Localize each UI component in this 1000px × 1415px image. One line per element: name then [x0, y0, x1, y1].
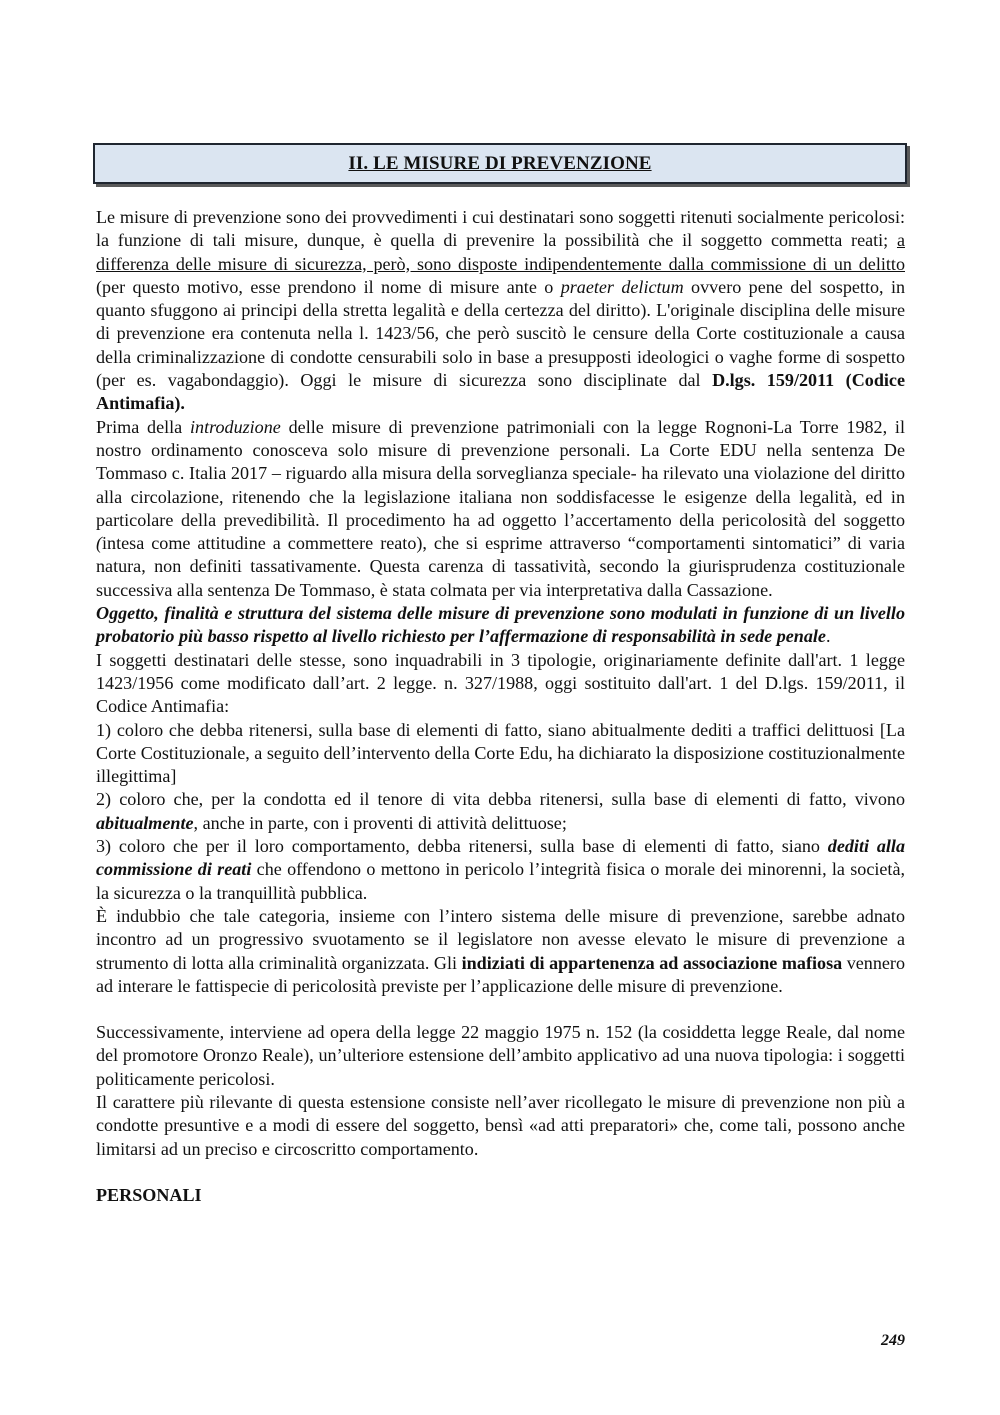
text-run: ovvero pene del sospetto, in quanto sfuggono ai principi della stretta legalità e della certezza del diritto). L'originale disciplina delle misure di prevenzione era contenuta nella l. 1423/56, che però suscitò le censure della Corte costituzionale a causa della criminalizzazione di condotte censurabili solo in base a presupposti ideologici o vaghe forme di sospetto (per es. vagabondaggio). Oggi le misure di sicurezza sono disciplinate dal	[96, 276, 906, 391]
paragraph-gap	[96, 1161, 905, 1184]
page-number: 249	[881, 1332, 905, 1349]
bold-italic-text: abitualmente	[96, 812, 194, 833]
bold-text: D.lgs. 159/2011 (Codice Antimafia).	[96, 370, 905, 414]
paragraph-emphasis	[96, 602, 905, 649]
italic-text: (	[96, 533, 103, 554]
text-run: che offendono o mettono in pericolo l’integrità fisica o morale dei minorenni, la società, la sicurezza o la tranquillità pubblica.	[96, 859, 906, 903]
section-title-box	[93, 143, 907, 184]
text-run: delle misure di prevenzione patrimoniali con la legge Rognoni-La Torre 1982, il nostro ordinamento conosceva solo misure di prevenzione personali. La Corte EDU nella sentenza De Tommaso c. Italia 2017 – riguardo alla misura della sorveglianza speciale- ha rilevato una violazione del diritto alla circolazione, ritenendo che la legislazione italiana non soddisfacesse le esigenze della legalità, ed in particolare della prevedibilità. Il procedimento ha ad oggetto l’accertamento della pericolosità del soggetto	[96, 416, 905, 530]
section-title: II. LE MISURE DI PREVENZIONE	[348, 152, 652, 174]
paragraph-intro	[96, 206, 905, 416]
list-item-2	[96, 788, 905, 835]
subsection-heading: PERSONALI	[96, 1184, 202, 1205]
text-run: vennero ad interare le fattispecie di pericolosità previste per l’applicazione delle misure di prevenzione.	[96, 952, 905, 996]
paragraph-destinatari: I soggetti destinatari delle stesse, sono inquadrabili in 3 tipologie, originariamente definite dall'art. 1 legge 1423/1956 come modificato dall’art. 2 legge. n. 327/1988, oggi sostituito dall'art. 1 del D.lgs. 159/2011, il Codice Antimafia:	[96, 649, 905, 717]
paragraph-mafia	[96, 905, 905, 998]
bold-italic-text: Oggetto, finalità e struttura del sistema delle misure di prevenzione sono modulati in funzione di un livello probatorio più basso rispetto al livello richiesto per l’affermazione di responsabilità in sede penale	[96, 603, 905, 647]
text-run: Prima della	[96, 416, 190, 437]
paragraph-history	[96, 416, 905, 602]
italic-text: introduzione	[190, 416, 281, 437]
text-run: (per questo motivo, esse prendono il nome di misure ante o	[96, 276, 561, 297]
bold-italic-text: dediti alla commissione di reati	[96, 836, 905, 880]
text-run: , anche in parte, con i proventi di attività delittuose;	[193, 812, 567, 833]
text-run: .	[825, 626, 831, 647]
text-run: 3) coloro che per il loro comportamento, debba ritenersi, sulla base di elementi di fatto, siano	[96, 836, 828, 857]
text-run: intesa come attitudine a commettere reato), che si esprime attraverso “comportamenti sintomatici” di varia natura, non definiti tassativamente. Questa carenza di tassatività, secondo la giurisprudenza costituzionale successiva alla sentenza De Tommaso, è stata colmata per via interpretativa dalla Cassazione.	[96, 533, 905, 600]
bold-text: indiziati di appartenenza ad associazione mafiosa	[461, 952, 843, 973]
text-run: Le misure di prevenzione sono dei provvedimenti i cui destinatari sono soggetti ritenuti socialmente pericolosi: la funzione di tali misure, dunque, è quella di prevenire la possibilità che il soggetto commetta reati;	[96, 207, 905, 251]
text-run: È indubbio che tale categoria, insieme con l’intero sistema delle misure di prevenzione, sarebbe adnato incontro ad un progressivo svuotamento se il legislatore non avesse elevato le misure di prevenzione a strumento di lotta alla criminalità organizzata. Gli	[96, 905, 905, 973]
text-run: 2) coloro che, per la condotta ed il tenore di vita debba ritenersi, sulla base di elementi di fatto, vivono	[96, 789, 905, 810]
list-item-1: 1) coloro che debba ritenersi, sulla base di elementi di fatto, siano abitualmente dediti a traffici delittuosi [La Corte Costituzionale, a seguito dell’intervento della Corte Edu, ha dichiarato la disposizione costituzionalmente illegittima]	[96, 719, 905, 787]
paragraph-legge-reale: Successivamente, interviene ad opera della legge 22 maggio 1975 n. 152 (la cosiddetta legge Reale, dal nome del promotore Oronzo Reale), un’ulteriore estensione dell’ambito applicativo ad una nuova tipologia: i soggetti politicamente pericolosi.	[96, 1022, 905, 1089]
body-text	[96, 206, 905, 1207]
paragraph-estensione: Il carattere più rilevante di questa estensione consiste nell’aver ricollegato le misure di prevenzione non più a condotte presuntive e a modi di essere del soggetto, bensì «ad atti preparatori» che, come tali, possono anche limitarsi ad un preciso e circoscritto comportamento.	[96, 1091, 905, 1159]
list-item-3	[96, 835, 905, 905]
italic-text: praeter delictum	[560, 276, 684, 297]
underlined-text: a differenza delle misure di sicurezza, però, sono disposte indipendentemente dalla commissione di un delitto	[96, 230, 905, 274]
paragraph-gap	[96, 998, 905, 1021]
